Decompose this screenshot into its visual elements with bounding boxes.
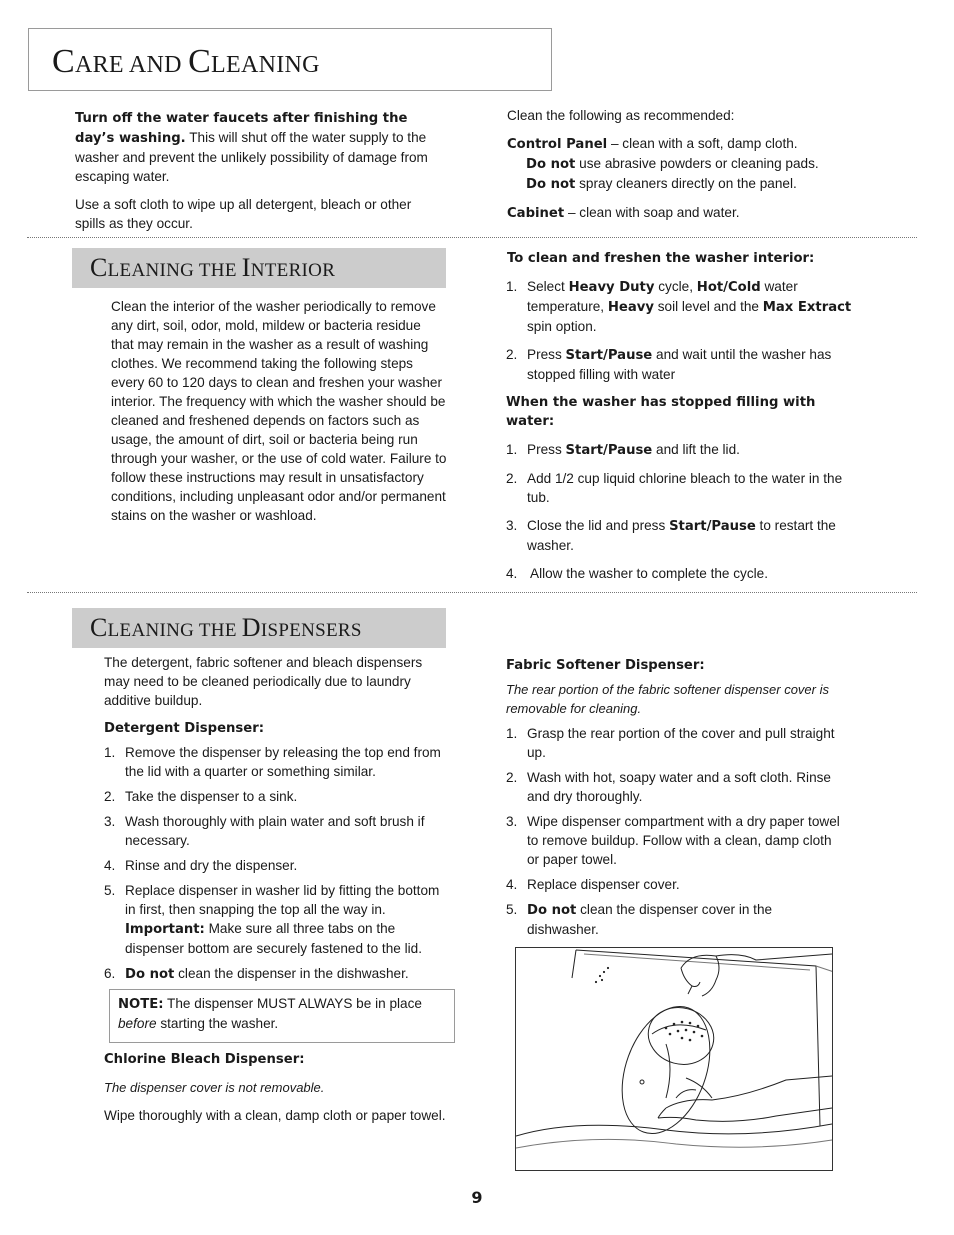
dispenser-illustration <box>515 947 833 1171</box>
note-box <box>109 989 455 1043</box>
list-item: 3. Wash thoroughly with plain water and soft brush if necessary. <box>104 814 425 848</box>
list-item: 4. Rinse and dry the dispenser. <box>104 858 298 873</box>
list-item: 1. Press Start/Pause and lift the lid. <box>506 442 740 458</box>
note-text: NOTE: The dispenser MUST ALWAYS be in place before starting the washer. <box>118 996 422 1031</box>
softener-steps <box>506 724 846 939</box>
page-title: CARE AND CLEANING <box>52 43 320 80</box>
bleach-text: Wipe thoroughly with a clean, damp cloth or paper towel. <box>104 1108 446 1123</box>
recommend-block <box>507 106 867 223</box>
detergent-steps <box>104 743 449 984</box>
freshen-steps-2 <box>506 440 856 583</box>
softener-note: The rear portion of the fabric softener dispenser cover is removable for cleaning. <box>506 682 829 716</box>
section-title-interior: CLEANING THE INTERIOR <box>90 253 336 282</box>
dispensers-intro: The detergent, fabric softener and bleach dispensers may need to be cleaned periodically due to laundry additive buildup. <box>104 655 423 708</box>
list-item: 5. Do not clean the dispenser cover in the dishwasher. <box>506 902 773 937</box>
freshen-heading: To clean and freshen the washer interior: <box>507 251 815 266</box>
list-item: 1. Grasp the rear portion of the cover and pull straight up. <box>506 726 835 760</box>
list-item: 4. Replace dispenser cover. <box>506 877 680 892</box>
list-item: 2. Take the dispenser to a sink. <box>104 789 298 804</box>
list-item: 6. Do not clean the dispenser in the dishwasher. <box>104 966 409 982</box>
intro-paragraph-1: Turn off the water faucets after finishing the day’s washing. This will shut off the water supply to the washer and prevent the unlikely possibility of damage from escaping water. <box>75 111 428 184</box>
intro-block <box>75 108 445 233</box>
section-divider <box>27 237 917 238</box>
bleach-block <box>104 1050 449 1125</box>
do-not-spray: Do not spray cleaners directly on the panel. <box>526 176 797 192</box>
list-item: 2. Wash with hot, soapy water and a soft cloth. Rinse and dry thoroughly. <box>506 770 831 804</box>
list-item: 4. Allow the washer to complete the cycle. <box>506 566 769 581</box>
list-item: 3. Wipe dispenser compartment with a dry paper towel to remove buildup. Follow with a clean, damp cloth or paper towel. <box>506 814 840 867</box>
softener-block <box>506 656 846 939</box>
list-item: 5. Replace dispenser in washer lid by fitting the bottom in first, then snapping the top all the way in. Important: Make sure all three tabs on the dispenser bottom are securely fastened to the lid. <box>104 883 440 956</box>
freshen-steps <box>506 277 856 384</box>
freshen-block <box>506 249 856 583</box>
list-item: 1. Select Heavy Duty cycle, Hot/Cold water temperature, Heavy soil level and the Max Extract spin option. <box>506 279 852 334</box>
control-panel-line: Control Panel – clean with a soft, damp cloth. <box>507 136 798 152</box>
cabinet-line: Cabinet – clean with soap and water. <box>507 205 740 221</box>
list-item: 1. Remove the dispenser by releasing the top end from the lid with a quarter or something similar. <box>104 745 441 779</box>
recommend-lead: Clean the following as recommended: <box>507 108 735 123</box>
list-item: 2. Add 1/2 cup liquid chlorine bleach to the water in the tub. <box>506 471 843 505</box>
bleach-note: The dispenser cover is not removable. <box>104 1080 325 1095</box>
page-number: 9 <box>471 1188 483 1207</box>
interior-body: Clean the interior of the washer periodically to remove any dirt, soil, odor, mold, mildew or bacteria residue that may remain in the washer as a result of washing clothes. We recommend taking the following steps every 60 to 120 days to clean and freshen your washer interior. The frequency with which the washer should be cleaned and freshened depends on factors such as usage, the amount of dirt, soil or bacteria being run through your washer, or the use of cold water. Failure to follow these instructions may result in unsatisfactory conditions, including unpleasant odor and/or permanent stains on the washer or washload. <box>111 299 447 523</box>
do-not-abrasive: Do not use abrasive powders or cleaning pads. <box>526 156 819 172</box>
detergent-heading: Detergent Dispenser: <box>104 721 264 736</box>
section-divider <box>27 592 917 593</box>
intro-paragraph-2: Use a soft cloth to wipe up all detergent, bleach or other spills as they occur. <box>75 197 412 231</box>
freshen-subheading: When the washer has stopped filling with water: <box>506 395 816 429</box>
dispensers-left <box>104 653 449 984</box>
bleach-heading: Chlorine Bleach Dispenser: <box>104 1052 305 1067</box>
section-title-dispensers: CLEANING THE DISPENSERS <box>90 613 362 642</box>
softener-heading: Fabric Softener Dispenser: <box>506 658 705 673</box>
list-item: 3. Close the lid and press Start/Pause to restart the washer. <box>506 518 836 553</box>
hands-removing-cover-illustration <box>516 948 832 1170</box>
list-item: 2. Press Start/Pause and wait until the washer has stopped filling with water <box>506 347 832 382</box>
